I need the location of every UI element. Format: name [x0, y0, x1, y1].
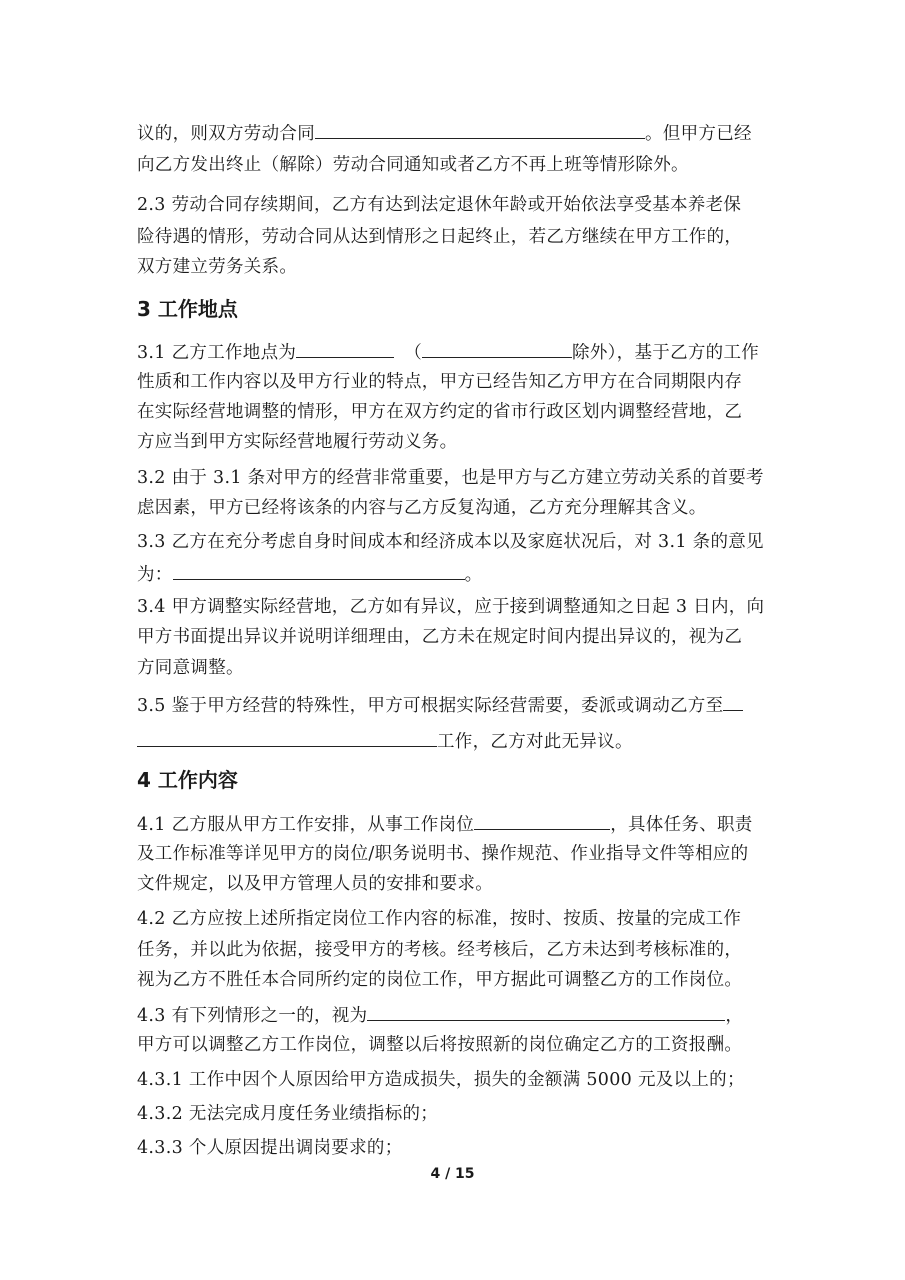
clause-3-1-line: 方应当到甲方实际经营地履行劳动义务。 [137, 432, 458, 452]
clause-4-3-2: 4.3.2 无法完成月度任务业绩指标的； [137, 1104, 439, 1124]
blank-underline [137, 728, 437, 747]
blank-underline [367, 1002, 725, 1021]
clause-4-1-line: 及工作标准等详见甲方的岗位/职务说明书、操作规范、作业指导文件等相应的 [137, 844, 749, 864]
clause-3-3-line: 为： 。 [137, 561, 482, 587]
clause-3-2-line: 3.2 由于 3.1 条对甲方的经营非常重要，也是甲方与乙方建立劳动关系的首要考 [137, 468, 764, 488]
clause-3-4-line: 方同意调整。 [137, 658, 244, 678]
clause-3-1-line: 性质和工作内容以及甲方行业的特点，甲方已经告知乙方甲方在合同期限内存 [137, 372, 743, 392]
clause-4-3-line: 甲方可以调整乙方工作岗位，调整以后将按照新的岗位确定乙方的工资报酬。 [137, 1035, 743, 1055]
clause-3-1-line: 在实际经营地调整的情形，甲方在双方约定的省市行政区划内调整经营地，乙 [137, 402, 743, 422]
clause-3-4-line: 3.4 甲方调整实际经营地，乙方如有异议，应于接到调整通知之日起 3 日内，向 [137, 597, 765, 617]
blank-underline [296, 339, 394, 358]
section-4-heading: 4 工作内容 [137, 768, 238, 792]
blank-underline [723, 692, 743, 711]
clause-4-2-line: 4.2 乙方应按上述所指定岗位工作内容的标准，按时、按质、按量的完成工作 [137, 909, 742, 929]
clause-3-3-line: 3.3 乙方在充分考虑自身时间成本和经济成本以及家庭状况后，对 3.1 条的意见 [137, 532, 764, 552]
clause-4-1-line: 文件规定，以及甲方管理人员的安排和要求。 [137, 874, 493, 894]
clause-2-3-line: 2.3 劳动合同存续期间，乙方有达到法定退休年龄或开始依法享受基本养老保 [137, 195, 742, 215]
clause-3-5-line: 3.5 鉴于甲方经营的特殊性，甲方可根据实际经营需要，委派或调动乙方至 [137, 692, 743, 718]
text-line: 议的，则双方劳动合同 。但甲方已经 [137, 120, 752, 146]
clause-4-3-1: 4.3.1 工作中因个人原因给甲方造成损失，损失的金额满 5000 元及以上的； [137, 1070, 745, 1090]
blank-underline [422, 339, 572, 358]
clause-3-4-line: 甲方书面提出异议并说明详细理由，乙方未在规定时间内提出异议的，视为乙 [137, 627, 743, 647]
clause-2-3-line: 险待遇的情形，劳动合同从达到情形之日起终止，若乙方继续在甲方工作的， [137, 227, 743, 247]
clause-2-3-line: 双方建立劳务关系。 [137, 257, 298, 277]
blank-underline [173, 561, 465, 580]
blank-underline [474, 811, 610, 830]
page-number: 4 / 15 [430, 1166, 475, 1182]
blank-underline [315, 120, 645, 139]
section-3-heading: 3 工作地点 [137, 297, 238, 321]
clause-3-1-line: 3.1 乙方工作地点为 （ 除外），基于乙方的工作 [137, 339, 759, 365]
clause-4-3-line: 4.3 有下列情形之一的，视为 ， [137, 1002, 743, 1028]
clause-3-2-line: 虑因素，甲方已经将该条的内容与乙方反复沟通，乙方充分理解其含义。 [137, 498, 707, 518]
clause-4-3-3: 4.3.3 个人原因提出调岗要求的； [137, 1138, 403, 1158]
clause-4-2-line: 任务，并以此为依据，接受甲方的考核。经考核后，乙方未达到考核标准的， [137, 940, 743, 960]
clause-3-5-line: 工作，乙方对此无异议。 [137, 728, 633, 754]
clause-4-2-line: 视为乙方不胜任本合同所约定的岗位工作，甲方据此可调整乙方的工作岗位。 [137, 970, 743, 990]
clause-4-1-line: 4.1 乙方服从甲方工作安排，从事工作岗位 ，具体任务、职责 [137, 811, 753, 837]
text-line: 向乙方发出终止（解除）劳动合同通知或者乙方不再上班等情形除外。 [137, 155, 689, 175]
